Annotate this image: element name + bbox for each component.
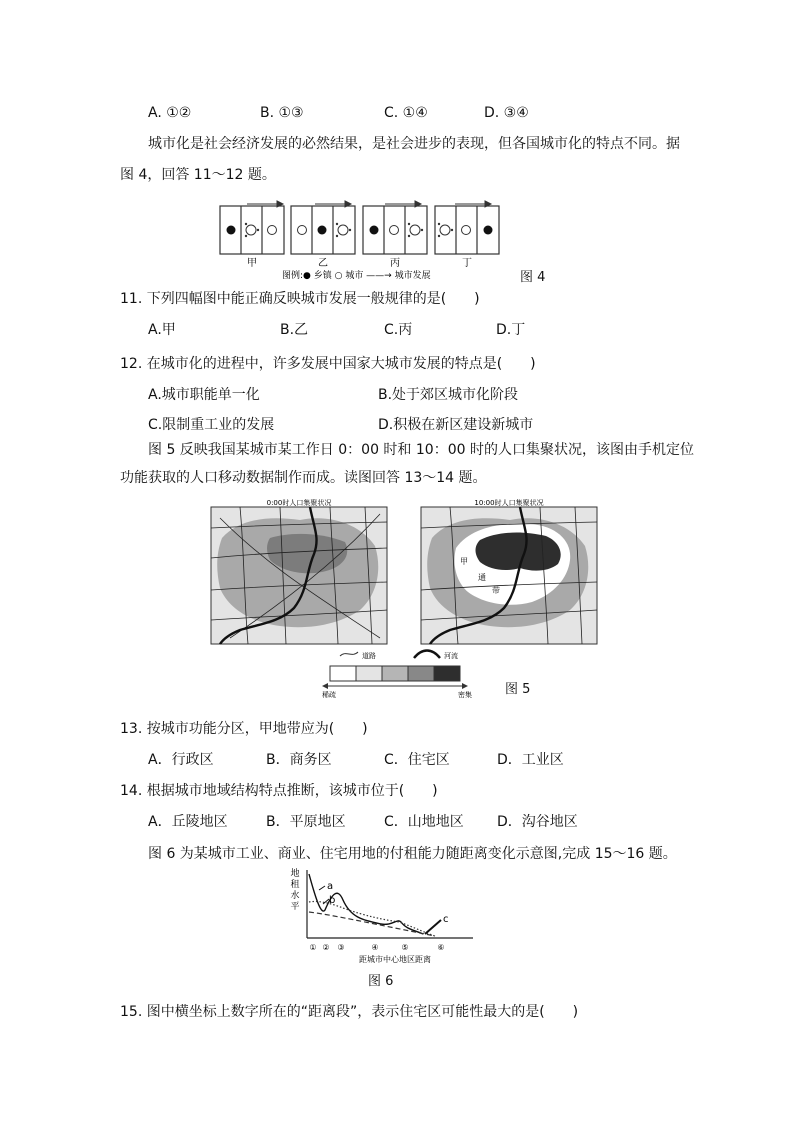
- q14-option-a: A．丘陵地区: [148, 814, 228, 830]
- q12-option-b: B.处于郊区城市化阶段: [378, 387, 519, 403]
- fig6-tick-1: ①: [309, 943, 317, 952]
- intro-5-line2: 功能获取的人口移动数据制作而成。读图回答 13～14 题。: [120, 470, 487, 486]
- svg-text:水: 水: [290, 891, 300, 901]
- q10-option-c: C. ①④: [384, 105, 428, 121]
- q14-option-b: B．平原地区: [266, 814, 346, 830]
- fig4-label-bing: 丙: [390, 258, 400, 269]
- fig6-x-label: 距城市中心地区距离: [359, 955, 431, 964]
- fig5-label-jia: 甲: [460, 557, 468, 566]
- q13-option-d: D．工业区: [497, 752, 564, 768]
- q13-option-c: C．住宅区: [384, 752, 450, 768]
- svg-text:平: 平: [290, 902, 300, 912]
- fig5-legend-river: 河流: [444, 652, 458, 660]
- q10-option-a: A. ①②: [148, 105, 192, 121]
- q11-option-d: D.丁: [496, 322, 526, 338]
- svg-text:租: 租: [290, 880, 300, 890]
- fig6-tick-3: ③: [337, 943, 345, 952]
- q12-option-a: A.城市职能单一化: [148, 387, 260, 403]
- q12-option-c: C.限制重工业的发展: [148, 417, 275, 433]
- figure-5-map-1000: [420, 498, 598, 646]
- q11-option-b: B.乙: [280, 322, 309, 338]
- q13-option-b: B．商务区: [266, 752, 332, 768]
- fig5-legend-sparse: 稀疏: [322, 691, 336, 699]
- fig6-curve-c: [309, 912, 435, 936]
- fig5-left-title: 0:00时人口集聚状况: [266, 499, 332, 507]
- svg-text:地: 地: [290, 869, 300, 879]
- fig4-label-ding: 丁: [462, 258, 472, 269]
- fig6-label-a: a: [327, 881, 334, 892]
- q14-option-d: D．沟谷地区: [497, 814, 578, 830]
- fig5-caption: 图 5: [505, 682, 531, 697]
- q14-stem: 14. 根据城市地域结构特点推断，该城市位于( ): [120, 783, 438, 799]
- q14-option-c: C．山地地区: [384, 814, 464, 830]
- fig6-label-c: c: [443, 914, 449, 925]
- intro-4-line2: 图 4，回答 11～12 题。: [120, 167, 276, 183]
- q13-option-a: A．行政区: [148, 752, 214, 768]
- q11-option-c: C.丙: [384, 322, 413, 338]
- q13-stem: 13. 按城市功能分区，甲地带应为( ): [120, 721, 368, 737]
- intro-6: 图 6 为某城市工业、商业、住宅用地的付租能力随距离变化示意图,完成 15～16 题。: [148, 846, 677, 862]
- q12-stem: 12. 在城市化的进程中，许多发展中国家大城市发展的特点是( ): [120, 356, 536, 372]
- q10-option-d: D. ③④: [484, 105, 529, 121]
- figure-5-map-0000: [210, 498, 388, 646]
- q15-stem: 15. 图中横坐标上数字所在的“距离段”，表示住宅区可能性最大的是( ): [120, 1004, 579, 1020]
- q10-option-b: B. ①③: [260, 105, 304, 121]
- fig6-tick-6: ⑥: [437, 943, 445, 952]
- fig5-legend-road: 道路: [362, 652, 376, 660]
- fig6-tick-2: ②: [322, 943, 330, 952]
- figure-5-legend: [318, 648, 488, 700]
- q11-option-a: A.甲: [148, 322, 176, 338]
- fig6-tick-4: ④: [371, 943, 379, 952]
- fig6-y-label: [290, 867, 299, 912]
- fig6-tick-5: ⑤: [401, 943, 409, 952]
- figure-4: [215, 200, 545, 280]
- fig5-label-dai: 带: [492, 586, 500, 595]
- q11-stem: 11. 下列四幅图中能正确反映城市发展一般规律的是( ): [120, 291, 480, 307]
- fig6-caption: 图 6: [368, 974, 394, 989]
- fig4-label-yi: 乙: [318, 258, 328, 269]
- figure-6: [285, 866, 485, 966]
- fig4-caption: 图 4: [520, 270, 546, 285]
- q12-option-d: D.积极在新区建设新城市: [378, 417, 534, 433]
- fig5-label-tong: 通: [478, 573, 486, 582]
- intro-4-line1: 城市化是社会经济发展的必然结果，是社会进步的表现，但各国城市化的特点不同。据: [148, 136, 680, 152]
- fig4-label-jia: 甲: [247, 258, 257, 269]
- intro-5-line1: 图 5 反映我国某城市某工作日 0：00 时和 10：00 时的人口集聚状况，该图由手机定位: [148, 442, 694, 458]
- fig4-legend: 图例:● 乡镇 ○ 城市 ——→ 城市发展: [282, 271, 431, 281]
- fig5-legend-dense: 密集: [458, 691, 472, 699]
- fig6-label-b: b: [329, 895, 336, 906]
- fig5-right-title: 10:00时人口集聚状况: [474, 499, 544, 507]
